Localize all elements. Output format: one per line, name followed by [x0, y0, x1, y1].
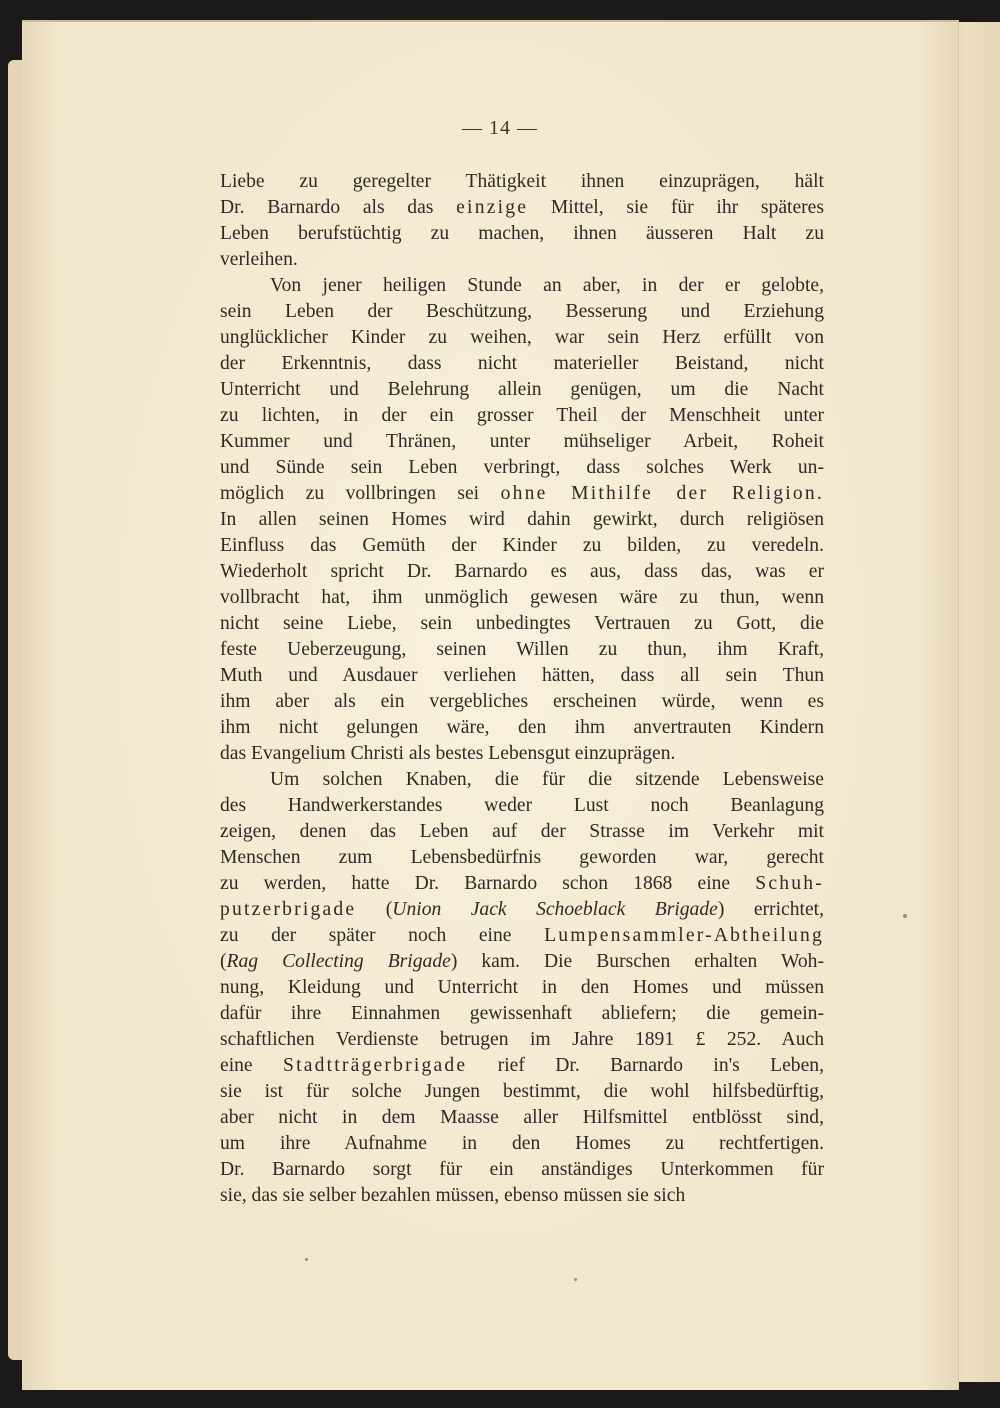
text-run: sie ist für solche Jungen bestimmt, die wohl hilfsbedürftig, — [220, 1081, 824, 1102]
text-run: Dr. Barnardo als das — [220, 197, 457, 218]
text-line — [220, 195, 824, 221]
text-run: sein Leben der Beschützung, Besserung und Erziehung — [220, 301, 824, 322]
text-run: eine — [220, 1055, 283, 1076]
text-line — [220, 559, 824, 585]
text-run: Von jener heiligen Stunde an aber, in der er gelobte, — [270, 275, 824, 296]
text-line — [220, 455, 824, 481]
text-run: sie, das sie selber bezahlen müssen, ebenso müssen sie sich — [220, 1185, 686, 1206]
text-run: der Erkenntnis, dass nicht materieller Beistand, nicht — [220, 353, 824, 374]
paper-speck — [574, 1278, 577, 1281]
text-run: aber nicht in dem Maasse aller Hilfsmittel entblösst sind, — [220, 1107, 824, 1128]
text-run: Unterricht und Belehrung allein genügen, um die Nacht — [220, 379, 824, 400]
text-run: das Evangelium Christi als bestes Lebensgut einzuprägen. — [220, 743, 676, 764]
text-line — [220, 923, 824, 949]
text-line — [220, 767, 824, 793]
text-run: feste Ueberzeugung, seinen Willen zu thun, ihm Kraft, — [220, 639, 824, 660]
spaced-emphasis-run: Stadtträgerbrigade — [283, 1055, 468, 1076]
text-line — [220, 403, 824, 429]
text-run: Menschen zum Lebensbedürfnis geworden war, gerecht — [220, 847, 824, 868]
text-run: zu werden, hatte Dr. Barnardo schon 1868 eine — [220, 873, 756, 894]
text-line — [220, 1157, 824, 1183]
spaced-emphasis-run: Lumpensammler-Abtheilung — [544, 925, 824, 946]
text-run: vollbracht hat, ihm unmöglich gewesen wäre zu thun, wenn — [220, 587, 824, 608]
text-run: Einfluss das Gemüth der Kinder zu bilden, zu veredeln. — [220, 535, 824, 556]
text-run: ) errichtet, — [717, 899, 824, 920]
text-run: Dr. Barnardo sorgt für ein anständiges Unterkommen für — [220, 1159, 824, 1180]
text-line — [220, 221, 824, 247]
page-number: — 14 — — [462, 117, 538, 139]
text-line — [220, 247, 824, 273]
text-line — [220, 689, 824, 715]
text-line — [220, 897, 824, 923]
text-line — [220, 1001, 824, 1027]
text-run: ( — [220, 951, 227, 972]
text-line — [220, 1183, 824, 1209]
text-line — [220, 611, 824, 637]
italic-run: Rag Collecting Brigade — [226, 951, 451, 972]
text-run: unglücklicher Kinder zu weihen, war sein Herz erfüllt von — [220, 327, 824, 348]
text-run: Muth und Ausdauer verliehen hätten, dass all sein Thun — [220, 665, 824, 686]
text-line — [220, 169, 824, 195]
text-run: des Handwerkerstandes weder Lust noch Beanlagung — [220, 795, 824, 816]
paper-speck — [305, 1258, 308, 1261]
text-run: Liebe zu geregelter Thätigkeit ihnen einzuprägen, hält — [220, 171, 824, 192]
text-run: rief Dr. Barnardo in's Leben, — [467, 1055, 824, 1076]
text-line — [220, 949, 824, 975]
text-run: ihm aber als ein vergebliches erscheinen würde, wenn es — [220, 691, 824, 712]
text-line — [220, 429, 824, 455]
text-line — [220, 325, 824, 351]
text-line — [220, 351, 824, 377]
text-run: zu der später noch eine — [220, 925, 545, 946]
text-run: um ihre Aufnahme in den Homes zu rechtfertigen. — [220, 1133, 824, 1154]
text-run: Mittel, sie für ihr späteres — [528, 197, 824, 218]
text-line — [220, 299, 824, 325]
text-line — [220, 819, 824, 845]
text-line — [220, 715, 824, 741]
text-line — [220, 663, 824, 689]
text-run: Kummer und Thränen, unter mühseliger Arbeit, Roheit — [220, 431, 824, 452]
text-run: nung, Kleidung und Unterricht in den Homes und müssen — [220, 977, 824, 998]
text-line — [220, 1079, 824, 1105]
text-run: zu lichten, in der ein grosser Theil der Menschheit unter — [220, 405, 824, 426]
text-run: ihm nicht gelungen wäre, den ihm anvertrauten Kindern — [220, 717, 824, 738]
paper-speck — [903, 914, 907, 918]
text-line — [220, 533, 824, 559]
text-line — [220, 273, 824, 299]
text-run: und Sünde sein Leben verbringt, dass solches Werk un- — [220, 457, 824, 478]
text-line — [220, 481, 824, 507]
spaced-emphasis-run: putzerbrigade — [220, 899, 357, 920]
body-text — [220, 169, 824, 1209]
text-run: Um solchen Knaben, die für die sitzende Lebensweise — [270, 769, 824, 790]
text-run: Wiederholt spricht Dr. Barnardo es aus, dass das, was er — [220, 561, 824, 582]
spaced-emphasis-run: ohne Mithilfe der Religion. — [500, 483, 825, 504]
text-run: zeigen, denen das Leben auf der Strasse im Verkehr mit — [220, 821, 824, 842]
text-run: nicht seine Liebe, sein unbedingtes Vertrauen zu Gott, die — [220, 613, 824, 634]
text-line — [220, 1053, 824, 1079]
text-run: Leben berufstüchtig zu machen, ihnen äusseren Halt zu — [220, 223, 824, 244]
text-line — [220, 507, 824, 533]
text-run: ( — [356, 899, 393, 920]
text-line — [220, 975, 824, 1001]
text-run: dafür ihre Einnahmen gewissenhaft abliefern; die gemein- — [220, 1003, 824, 1024]
text-run: verleihen. — [220, 249, 298, 270]
text-run: ) kam. Die Burschen erhalten Woh- — [450, 951, 824, 972]
spaced-emphasis-run: Schuh- — [755, 873, 824, 894]
text-line — [220, 1131, 824, 1157]
text-run: möglich zu vollbringen sei — [220, 483, 501, 504]
text-line — [220, 741, 824, 767]
spaced-emphasis-run: einzige — [456, 197, 529, 218]
text-line — [220, 585, 824, 611]
text-line — [220, 377, 824, 403]
text-line — [220, 637, 824, 663]
text-line — [220, 1105, 824, 1131]
text-run: schaftlichen Verdienste betrugen im Jahre 1891 £ 252. Auch — [220, 1029, 824, 1050]
text-run: In allen seinen Homes wird dahin gewirkt, durch religiösen — [220, 509, 824, 530]
text-line — [220, 871, 824, 897]
text-line — [220, 793, 824, 819]
text-line — [220, 845, 824, 871]
text-line — [220, 1027, 824, 1053]
italic-run: Union Jack Schoeblack Brigade — [392, 899, 718, 920]
